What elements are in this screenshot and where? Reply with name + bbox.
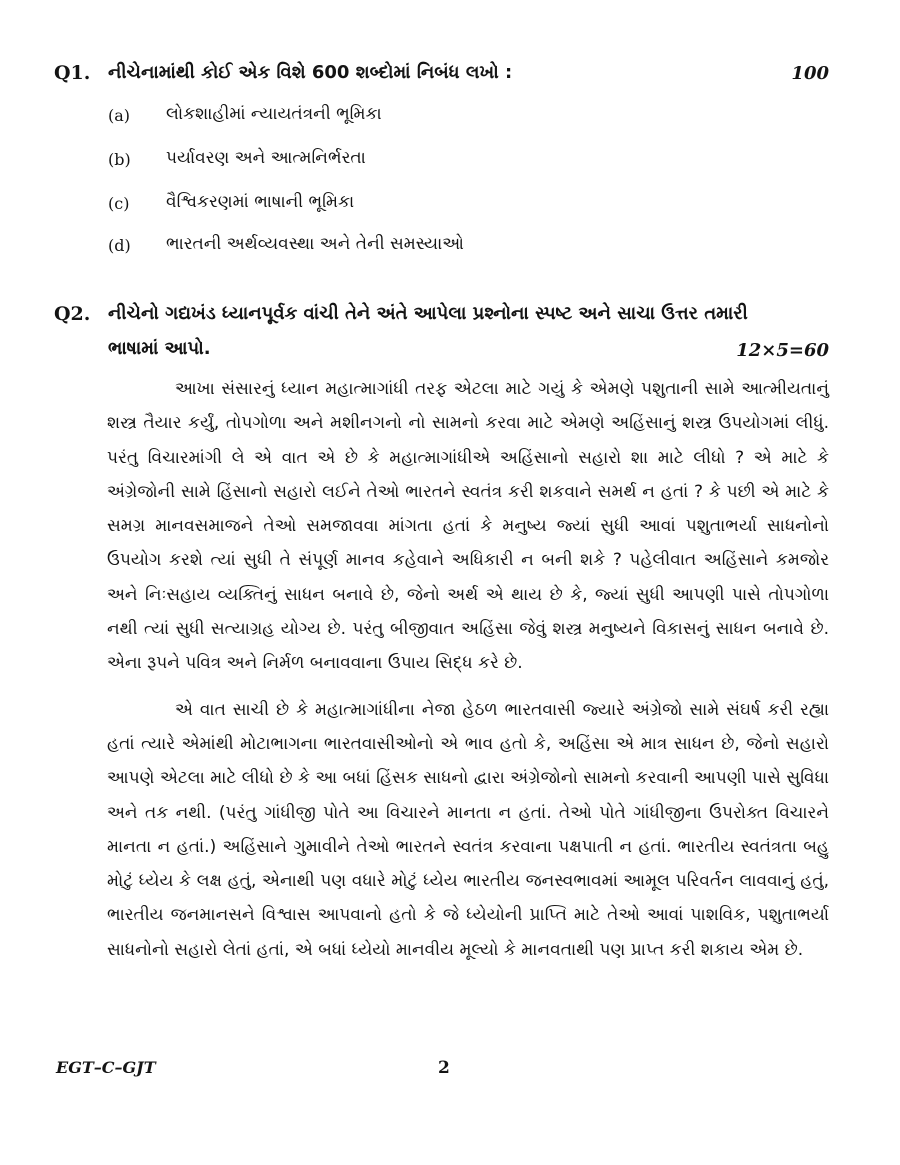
option-label: (c) (108, 194, 130, 213)
passage-paragraph-2: એ વાત સાચી છે કે મહાત્માગાંધીના નેજા હેઠળ ભારતવાસી જ્યારે અંગ્રેજો સામે સંઘર્ષ કરી રહ્યા હતાં ત્યારે એમાંથી મોટાભાગના ભારતવાસીઓનો એ ભાવ હતો કે, અહિંસા એ માત્ર સાધન છે, જેનો સહારો આપણે એટલા માટે લીધો છે કે આ બધાં હિંસક સાધનો દ્વારા અંગ્રેજોનો સામનો કરવાની આપણી પાસે સુવિધા અને તક નથી. (પરંતુ ગાંધીજી પોતે આ વિચારને માનતા ન હતાં. તેઓ પોતે ગાંધીજીના ઉપરોક્ત વિચારને માનતા ન હતાં.) અહિંસાને ગુમાવીને તેઓ ભારતને સ્વતંત્ર કરવાના પક્ષપાતી ન હતાં. ભારતીય સ્વતંત્રતા બહુ મોટું ધ્યેય કે લક્ષ હતું, એનાથી પણ વધારે મોટું ધ્યેય ભારતીય જનસ્વભાવમાં આમૂલ પરિવર્તન લાવવાનું હતું, ભારતીય જનમાનસને વિશ્વાસ આપવાનો હતો કે જે ધ્યેયોની પ્રાપ્તિ માટે તેઓ આવાં પાશવિક, પશુતાભર્યા સાધનોનો સહારો લેતાં હતાં, એ બધાં ધ્યેયો માનવીય મૂલ્યો કે માનવતાથી પણ પ્રાપ્ત કરી શકાય એમ છે. (107, 699, 829, 960)
passage-paragraph-1: આખા સંસારનું ધ્યાન મહાત્માગાંધી તરફ એટલા માટે ગયું કે એમણે પશુતાની સામે આત્મીયતાનું શસ્ત્ર તૈયાર કર્યું, તોપગોળા અને મશીનગનો નો સામનો કરવા માટે એમણે અહિંસાનું શસ્ત્ર ઉપયોગમાં લીધું. પરંતુ વિચારમાંગી લે એ વાત એ છે કે મહાત્માગાંધીએ અહિંસાનો સહારો શા માટે લીધો ? એ માટે કે અંગ્રેજોની સામે હિંસાનો સહારો લઈને તેઓ ભારતને સ્વતંત્ર કરી શકવાને સમર્થ ન હતાં ? કે પછી એ માટે કે સમગ્ર માનવસમાજને તેઓ સમજાવવા માંગતા હતાં કે મનુષ્ય જ્યાં સુધી આવાં પશુતાભર્યા સાધનોનો ઉપયોગ કરશે ત્યાં સુધી તે સંપૂર્ણ માનવ કહેવાને અધિકારી ન બની શકે ? પહેલીવાત અહિંસાને કમજોર અને નિઃસહાય વ્યક્તિનું સાધન બનાવે છે, જેનો અર્થ એ થાય છે કે, જ્યાં સુધી આપણી પાસે તોપગોળા નથી ત્યાં સુધી સત્યાગ્રહ યોગ્ય છે. પરંતુ બીજીવાત અહિંસા જેવું શસ્ત્ર મનુષ્યને વિકાસનું સાધન બનાવે છે. એના રૂપને પવિત્ર અને નિર્મળ બનાવવાના ઉપાય સિદ્ધ કરે છે. (107, 379, 829, 674)
q2-text-line-1: નીચેનો ગદ્યખંડ ધ્યાનપૂર્વક વાંચી તેને અંતે આપેલા પ્રશ્નોના સ્પષ્ટ અને સાચા ઉત્તર તમારી (108, 303, 748, 324)
q2-marks: 12×5=60 (736, 340, 829, 361)
q2-number: Q2. (54, 303, 91, 325)
q1-marks: 100 (791, 63, 829, 84)
list-item (108, 148, 366, 169)
option-label: (a) (108, 106, 131, 125)
q2-text-line-2: ભાષામાં આપો. (108, 338, 211, 359)
list-item (108, 192, 355, 213)
option-label: (b) (108, 150, 131, 169)
option-text: ભારતની અર્થવ્યવસ્થા અને તેની સમસ્યાઓ (166, 234, 464, 254)
option-text: વૈશ્વિકરણમાં ભાષાની ભૂમિકા (166, 192, 355, 212)
option-text: પર્યાવરણ અને આત્મનિર્ભરતા (166, 148, 366, 168)
page-number: 2 (438, 1058, 450, 1078)
passage (107, 372, 829, 967)
q1-text: નીચેનામાંથી કોઈ એક વિશે 600 શબ્દોમાં નિબંધ લખો : (108, 62, 513, 83)
paper-code: EGT–C–GJT (56, 1058, 156, 1077)
list-item (108, 234, 464, 255)
option-text: લોકશાહીમાં ન્યાયતંત્રની ભૂમિકા (166, 104, 382, 124)
list-item (108, 104, 382, 125)
q1-number: Q1. (54, 62, 91, 84)
option-label: (d) (108, 236, 131, 255)
